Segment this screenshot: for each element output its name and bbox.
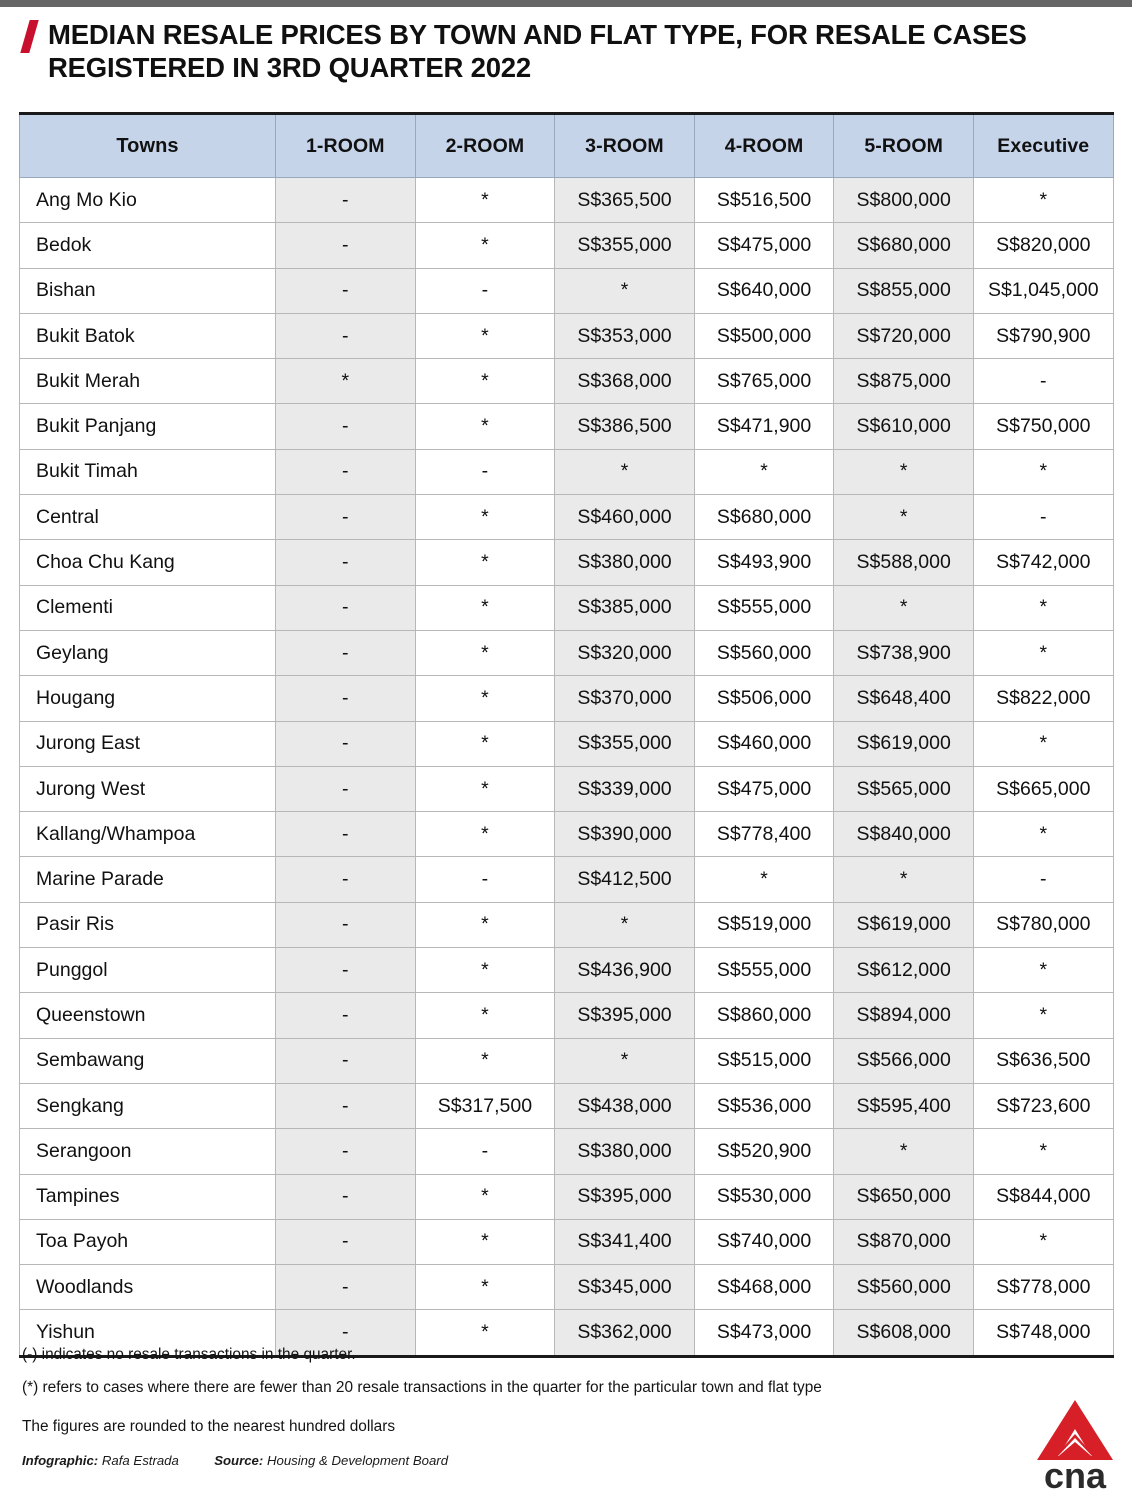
price-cell: S$565,000: [834, 766, 974, 811]
price-cell: *: [415, 812, 555, 857]
price-cell: S$648,400: [834, 676, 974, 721]
price-cell: *: [555, 449, 695, 494]
price-cell: *: [973, 1219, 1113, 1264]
table-body: [20, 178, 1114, 1357]
table-row: [20, 268, 1114, 313]
price-cell: S$640,000: [694, 268, 834, 313]
table-row: [20, 676, 1114, 721]
price-cell: S$680,000: [694, 495, 834, 540]
price-cell: -: [415, 268, 555, 313]
town-name-cell: Kallang/Whampoa: [20, 812, 276, 857]
price-cell: S$566,000: [834, 1038, 974, 1083]
price-cell: -: [973, 857, 1113, 902]
price-cell: S$750,000: [973, 404, 1113, 449]
price-cell: S$822,000: [973, 676, 1113, 721]
price-cell: S$353,000: [555, 313, 695, 358]
table-row: [20, 721, 1114, 766]
price-cell: S$840,000: [834, 812, 974, 857]
price-cell: S$520,900: [694, 1129, 834, 1174]
price-cell: *: [415, 1038, 555, 1083]
town-name-cell: Bishan: [20, 268, 276, 313]
price-cell: S$612,000: [834, 948, 974, 993]
price-cell: S$800,000: [834, 178, 974, 223]
price-cell: S$738,900: [834, 630, 974, 675]
price-cell: S$412,500: [555, 857, 695, 902]
price-cell: *: [973, 948, 1113, 993]
price-cell: *: [415, 223, 555, 268]
price-cell: S$1,045,000: [973, 268, 1113, 313]
price-cell: S$365,500: [555, 178, 695, 223]
table-row: [20, 404, 1114, 449]
price-cell: -: [276, 313, 416, 358]
table-row: [20, 766, 1114, 811]
town-name-cell: Jurong West: [20, 766, 276, 811]
table-row: [20, 178, 1114, 223]
column-header-3-room: 3-ROOM: [555, 114, 695, 178]
price-cell: *: [415, 902, 555, 947]
town-name-cell: Clementi: [20, 585, 276, 630]
column-header-towns: Towns: [20, 114, 276, 178]
price-cell: S$362,000: [555, 1310, 695, 1356]
price-cell: S$320,000: [555, 630, 695, 675]
town-name-cell: Central: [20, 495, 276, 540]
price-cell: S$790,900: [973, 313, 1113, 358]
table-header-row: [20, 114, 1114, 178]
price-cell: *: [973, 178, 1113, 223]
price-cell: *: [415, 766, 555, 811]
price-cell: S$595,400: [834, 1083, 974, 1128]
price-cell: S$778,400: [694, 812, 834, 857]
price-cell: S$395,000: [555, 1174, 695, 1219]
price-cell: *: [555, 268, 695, 313]
town-name-cell: Ang Mo Kio: [20, 178, 276, 223]
price-cell: *: [415, 313, 555, 358]
price-cell: S$619,000: [834, 902, 974, 947]
price-cell: S$844,000: [973, 1174, 1113, 1219]
town-name-cell: Bukit Batok: [20, 313, 276, 358]
town-name-cell: Bukit Timah: [20, 449, 276, 494]
town-name-cell: Geylang: [20, 630, 276, 675]
town-name-cell: Serangoon: [20, 1129, 276, 1174]
resale-price-table-container: [19, 112, 1113, 1358]
cna-logo: [1036, 1398, 1114, 1490]
price-cell: *: [415, 1265, 555, 1310]
price-cell: *: [415, 495, 555, 540]
top-accent-bar: [0, 0, 1132, 7]
footnote-rounding: The figures are rounded to the nearest hundred dollars: [22, 1417, 396, 1435]
price-cell: *: [973, 1129, 1113, 1174]
price-cell: *: [834, 585, 974, 630]
price-cell: S$536,000: [694, 1083, 834, 1128]
price-cell: S$555,000: [694, 585, 834, 630]
price-cell: *: [973, 630, 1113, 675]
table-row: [20, 1129, 1114, 1174]
table-row: [20, 948, 1114, 993]
price-cell: -: [276, 1265, 416, 1310]
table-row: [20, 1219, 1114, 1264]
price-cell: -: [276, 948, 416, 993]
price-cell: -: [276, 585, 416, 630]
infographic-value: Rafa Estrada: [101, 1453, 179, 1468]
town-name-cell: Bukit Panjang: [20, 404, 276, 449]
price-cell: S$855,000: [834, 268, 974, 313]
price-cell: -: [276, 857, 416, 902]
price-cell: S$608,000: [834, 1310, 974, 1356]
price-cell: S$468,000: [694, 1265, 834, 1310]
footnote-asterisk: (*) refers to cases where there are fewer than 20 resale transactions in the quarter for the particular town and flat type: [22, 1378, 822, 1396]
price-cell: S$516,500: [694, 178, 834, 223]
source-label: Source:: [214, 1453, 264, 1468]
price-cell: S$748,000: [973, 1310, 1113, 1356]
price-cell: -: [276, 449, 416, 494]
price-cell: *: [973, 721, 1113, 766]
price-cell: -: [276, 540, 416, 585]
cna-logo-mark: [1037, 1400, 1113, 1460]
town-name-cell: Hougang: [20, 676, 276, 721]
table-row: [20, 359, 1114, 404]
table-row: [20, 1174, 1114, 1219]
price-cell: *: [834, 495, 974, 540]
page-title: [22, 18, 1102, 84]
price-cell: *: [555, 902, 695, 947]
column-header-1-room: 1-ROOM: [276, 114, 416, 178]
price-cell: S$317,500: [415, 1083, 555, 1128]
price-cell: S$370,000: [555, 676, 695, 721]
price-cell: S$740,000: [694, 1219, 834, 1264]
price-cell: -: [276, 223, 416, 268]
cna-wordmark: cna: [1043, 1455, 1107, 1490]
price-cell: *: [415, 721, 555, 766]
price-cell: S$820,000: [973, 223, 1113, 268]
price-cell: -: [276, 766, 416, 811]
price-cell: -: [276, 495, 416, 540]
price-cell: *: [415, 359, 555, 404]
price-cell: -: [276, 676, 416, 721]
price-cell: S$390,000: [555, 812, 695, 857]
price-cell: S$870,000: [834, 1219, 974, 1264]
price-cell: S$475,000: [694, 766, 834, 811]
town-name-cell: Yishun: [20, 1310, 276, 1356]
price-cell: S$515,000: [694, 1038, 834, 1083]
price-cell: S$506,000: [694, 676, 834, 721]
price-cell: S$875,000: [834, 359, 974, 404]
price-cell: -: [276, 630, 416, 675]
price-cell: *: [415, 540, 555, 585]
red-slash-icon: [22, 20, 42, 53]
price-cell: *: [973, 812, 1113, 857]
price-cell: *: [973, 993, 1113, 1038]
price-cell: *: [415, 1219, 555, 1264]
table-row: [20, 1038, 1114, 1083]
price-cell: *: [834, 1129, 974, 1174]
price-cell: -: [973, 495, 1113, 540]
price-cell: *: [415, 676, 555, 721]
price-cell: S$368,000: [555, 359, 695, 404]
price-cell: S$560,000: [834, 1265, 974, 1310]
price-cell: *: [973, 585, 1113, 630]
price-cell: S$341,400: [555, 1219, 695, 1264]
price-cell: -: [276, 993, 416, 1038]
price-cell: -: [276, 721, 416, 766]
town-name-cell: Bukit Merah: [20, 359, 276, 404]
price-cell: S$560,000: [694, 630, 834, 675]
town-name-cell: Sengkang: [20, 1083, 276, 1128]
price-cell: *: [834, 857, 974, 902]
price-cell: S$436,900: [555, 948, 695, 993]
price-cell: *: [694, 449, 834, 494]
table-row: [20, 857, 1114, 902]
price-cell: S$475,000: [694, 223, 834, 268]
price-cell: S$765,000: [694, 359, 834, 404]
price-cell: S$493,900: [694, 540, 834, 585]
resale-price-table: [19, 112, 1114, 1358]
price-cell: *: [415, 404, 555, 449]
price-cell: -: [415, 857, 555, 902]
town-name-cell: Jurong East: [20, 721, 276, 766]
price-cell: *: [415, 178, 555, 223]
table-row: [20, 540, 1114, 585]
town-name-cell: Sembawang: [20, 1038, 276, 1083]
page-title-text: MEDIAN RESALE PRICES BY TOWN AND FLAT TYPE, FOR RESALE CASES REGISTERED IN 3RD QUARTER 2022: [48, 19, 1027, 83]
price-cell: S$860,000: [694, 993, 834, 1038]
table-row: [20, 449, 1114, 494]
price-cell: -: [276, 1083, 416, 1128]
credits-line: [22, 1453, 448, 1468]
price-cell: *: [276, 359, 416, 404]
footnote-dash: (-) indicates no resale transactions in the quarter.: [22, 1346, 356, 1363]
price-cell: S$385,000: [555, 585, 695, 630]
price-cell: S$650,000: [834, 1174, 974, 1219]
table-row: [20, 812, 1114, 857]
price-cell: S$460,000: [555, 495, 695, 540]
table-row: [20, 585, 1114, 630]
price-cell: S$355,000: [555, 721, 695, 766]
footnotes: [22, 1345, 1002, 1437]
price-cell: -: [276, 1310, 416, 1356]
table-row: [20, 313, 1114, 358]
price-cell: -: [276, 902, 416, 947]
price-cell: -: [276, 404, 416, 449]
town-name-cell: Punggol: [20, 948, 276, 993]
price-cell: *: [834, 449, 974, 494]
town-name-cell: Marine Parade: [20, 857, 276, 902]
price-cell: S$530,000: [694, 1174, 834, 1219]
town-name-cell: Choa Chu Kang: [20, 540, 276, 585]
town-name-cell: Queenstown: [20, 993, 276, 1038]
price-cell: S$519,000: [694, 902, 834, 947]
price-cell: S$636,500: [973, 1038, 1113, 1083]
town-name-cell: Pasir Ris: [20, 902, 276, 947]
price-cell: S$780,000: [973, 902, 1113, 947]
price-cell: S$588,000: [834, 540, 974, 585]
price-cell: S$339,000: [555, 766, 695, 811]
price-cell: -: [276, 1174, 416, 1219]
price-cell: -: [276, 1219, 416, 1264]
town-name-cell: Toa Payoh: [20, 1219, 276, 1264]
price-cell: S$610,000: [834, 404, 974, 449]
price-cell: S$355,000: [555, 223, 695, 268]
column-header-4-room: 4-ROOM: [694, 114, 834, 178]
price-cell: S$778,000: [973, 1265, 1113, 1310]
price-cell: *: [415, 1174, 555, 1219]
price-cell: S$395,000: [555, 993, 695, 1038]
price-cell: *: [415, 948, 555, 993]
price-cell: *: [694, 857, 834, 902]
price-cell: S$386,500: [555, 404, 695, 449]
price-cell: *: [973, 449, 1113, 494]
price-cell: *: [415, 1310, 555, 1356]
price-cell: *: [415, 585, 555, 630]
price-cell: S$619,000: [834, 721, 974, 766]
price-cell: S$720,000: [834, 313, 974, 358]
table-row: [20, 630, 1114, 675]
price-cell: S$460,000: [694, 721, 834, 766]
price-cell: S$345,000: [555, 1265, 695, 1310]
price-cell: S$680,000: [834, 223, 974, 268]
price-cell: -: [415, 449, 555, 494]
price-cell: *: [415, 993, 555, 1038]
price-cell: -: [276, 178, 416, 223]
price-cell: *: [555, 1038, 695, 1083]
price-cell: S$438,000: [555, 1083, 695, 1128]
price-cell: -: [973, 359, 1113, 404]
price-cell: S$894,000: [834, 993, 974, 1038]
price-cell: -: [276, 1038, 416, 1083]
town-name-cell: Woodlands: [20, 1265, 276, 1310]
price-cell: -: [415, 1129, 555, 1174]
price-cell: S$473,000: [694, 1310, 834, 1356]
table-row: [20, 1265, 1114, 1310]
price-cell: S$723,600: [973, 1083, 1113, 1128]
table-header: [20, 114, 1114, 178]
town-name-cell: Bedok: [20, 223, 276, 268]
price-cell: -: [276, 268, 416, 313]
table-row: [20, 902, 1114, 947]
table-row: [20, 993, 1114, 1038]
price-cell: S$380,000: [555, 540, 695, 585]
column-header-5-room: 5-ROOM: [834, 114, 974, 178]
price-cell: *: [415, 630, 555, 675]
price-cell: S$500,000: [694, 313, 834, 358]
table-row: [20, 495, 1114, 540]
infographic-label: Infographic:: [22, 1453, 99, 1468]
price-cell: S$380,000: [555, 1129, 695, 1174]
source-value: Housing & Development Board: [266, 1453, 449, 1468]
price-cell: -: [276, 1129, 416, 1174]
table-row: [20, 223, 1114, 268]
table-row: [20, 1083, 1114, 1128]
price-cell: S$742,000: [973, 540, 1113, 585]
price-cell: S$471,900: [694, 404, 834, 449]
price-cell: S$555,000: [694, 948, 834, 993]
price-cell: S$665,000: [973, 766, 1113, 811]
price-cell: -: [276, 812, 416, 857]
town-name-cell: Tampines: [20, 1174, 276, 1219]
column-header-executive: Executive: [973, 114, 1113, 178]
column-header-2-room: 2-ROOM: [415, 114, 555, 178]
